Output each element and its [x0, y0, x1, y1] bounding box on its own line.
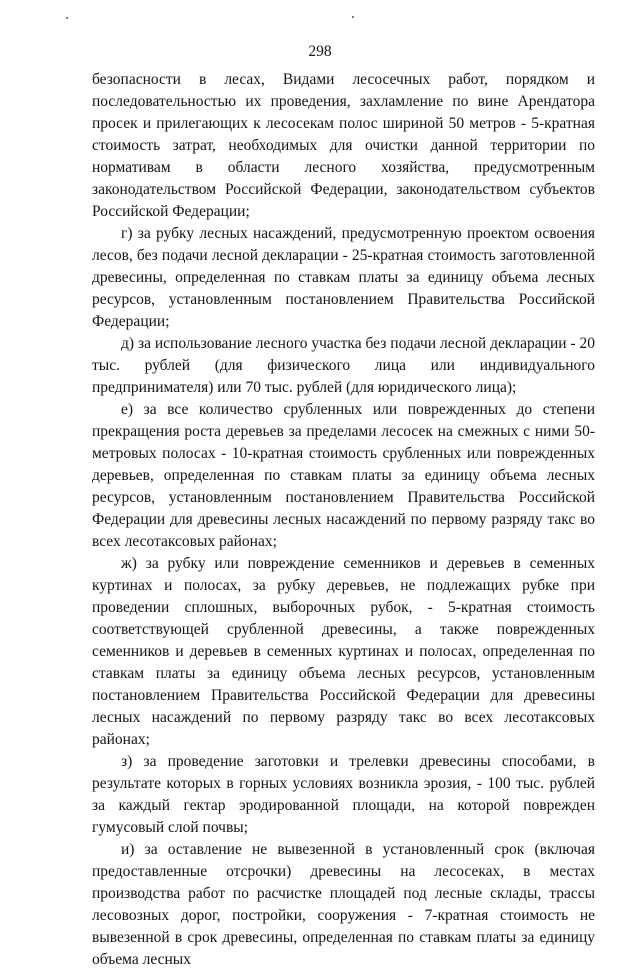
paragraph-item-e: е) за все количество срубленных или поврежденных до степени прекращения роста деревьев за пределами лесосек на смежных с ними 50-метровых полосах - 10-кратная стоимость срубленных или поврежденных деревьев, определенная по ставкам платы за единицу объема лесных ресурсов, установленным постановлением Правительства Российской Федерации для древесины лесных насаждений по первому разряду такс во всех лесотаксовых районах; — [92, 401, 595, 550]
paragraph-item-z: з) за проведение заготовки и трелевки древесины способами, в результате которых в горных условиях возникла эрозия, - 100 тыс. рублей за каждый гектар эродированной площади, на которой поврежден гумусовый слой почвы; — [92, 753, 595, 836]
scan-speck — [352, 16, 354, 18]
document-body — [92, 69, 595, 971]
paragraph-item-zh: ж) за рубку или повреждение семенников и деревьев в семенных куртинах и полосах, за рубку деревьев, не подлежащих рубке при проведении сплошных, выборочных рубок, - 5-кратная стоимость соответствующей срубленной древесины, а также поврежденных семенников и деревьев в семенных куртинах и полосах, определенная по ставкам платы за единицу объема лесных ресурсов, установленным постановлением Правительства Российской Федерации для древесины лесных насаждений по первому разряду такс во всех лесотаксовых районах; — [92, 555, 595, 748]
paragraph-continuation: безопасности в лесах, Видами лесосечных работ, порядком и последовательностью их проведения, захламление по вине Арендатора просек и прилегающих к лесосекам полос шириной 50 метров - 5-кратная стоимость затрат, необходимых для очистки данной территории по нормативам в области лесного хозяйства, предусмотренным законодательством Российской Федерации, законодательством субъектов Российской Федерации; — [92, 71, 595, 220]
scan-speck — [66, 17, 68, 19]
paragraph-item-d: д) за использование лесного участка без подачи лесной декларации - 20 тыс. рублей (для физического лица или индивидуального предпринимателя) или 70 тыс. рублей (для юридического лица); — [92, 335, 595, 396]
paragraph-item-i: и) за оставление не вывезенной в установленный срок (включая предоставленные отсрочки) древесины на лесосеках, в местах производства работ по расчистке площадей под лесные склады, трассы лесовозных дорог, постройки, сооружения - 7-кратная стоимость не вывезенной в срок древесины, определенная по ставкам платы за единицу объема лесных — [92, 841, 595, 968]
paragraph-item-g: г) за рубку лесных насаждений, предусмотренную проектом освоения лесов, без подачи лесной декларации - 25-кратная стоимость заготовленной древесины, определенная по ставкам платы за единицу объема лесных ресурсов, установленным постановлением Правительства Российской Федерации; — [92, 225, 595, 330]
page-number: 298 — [308, 43, 332, 60]
